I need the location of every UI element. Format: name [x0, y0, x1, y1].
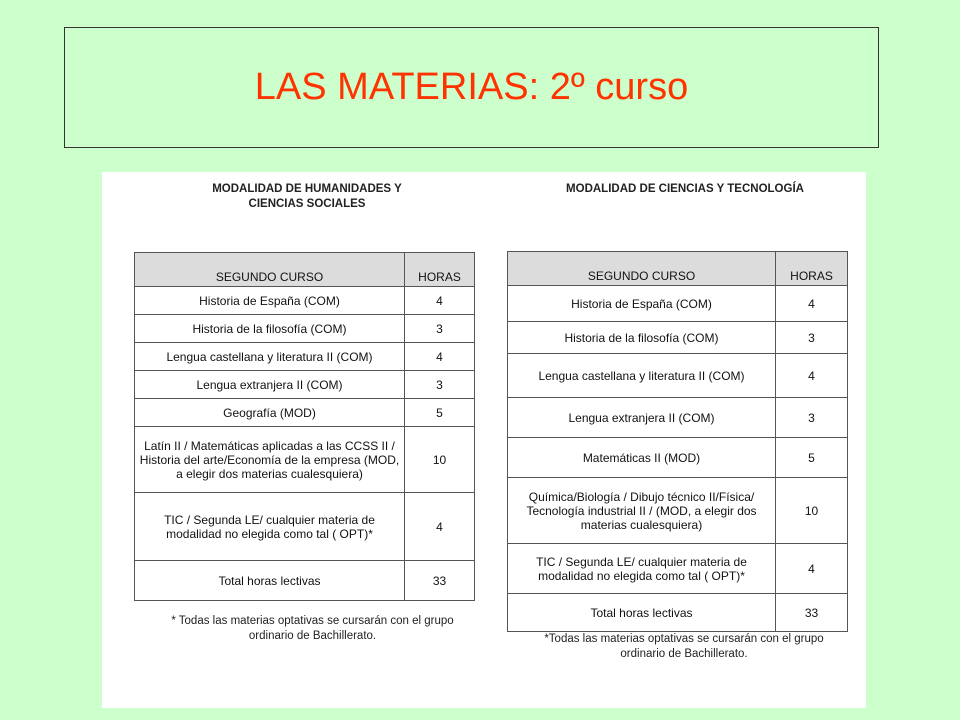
hours-cell: 3 [776, 322, 848, 354]
table-header-row [135, 253, 475, 287]
title-box [64, 27, 879, 148]
hours-cell: 4 [405, 493, 475, 561]
column-header-hours: HORAS [405, 253, 475, 287]
left-heading-line2: CIENCIAS SOCIALES [248, 198, 366, 210]
right-footnote-line2: ordinario de Bachillerato. [620, 648, 748, 660]
subject-cell: Lengua castellana y literatura II (COM) [135, 343, 405, 371]
hours-cell: 3 [776, 398, 848, 438]
right-heading-line1: MODALIDAD DE CIENCIAS Y TECNOLOGÍA [566, 183, 804, 195]
subject-cell: Lengua castellana y literatura II (COM) [508, 354, 776, 398]
subject-cell: Historia de España (COM) [508, 286, 776, 322]
subject-cell: Química/Biología / Dibujo técnico II/Física/ Tecnología industrial II / (MOD, a elegir dos materias cualesquiera) [508, 478, 776, 544]
slide-title: LAS MATERIAS: 2º curso [254, 66, 689, 108]
hours-cell: 10 [776, 478, 848, 544]
table-row [508, 478, 848, 544]
left-heading-line1: MODALIDAD DE HUMANIDADES Y [212, 183, 402, 195]
table-row [508, 354, 848, 398]
table-row [135, 287, 475, 315]
table-row [508, 286, 848, 322]
column-header-subject: SEGUNDO CURSO [508, 252, 776, 286]
right-subjects-table [507, 251, 848, 632]
hours-cell: 3 [405, 315, 475, 343]
subject-cell: Historia de España (COM) [135, 287, 405, 315]
right-footnote [502, 632, 866, 662]
total-hours-cell: 33 [405, 561, 475, 601]
table-row [508, 438, 848, 478]
table-row [135, 343, 475, 371]
table-row [135, 493, 475, 561]
column-header-hours: HORAS [776, 252, 848, 286]
right-footnote-line1: *Todas las materias optativas se cursarán con el grupo [544, 633, 824, 645]
hours-cell: 3 [405, 371, 475, 399]
table-total-row [508, 594, 848, 632]
table-row [135, 371, 475, 399]
left-footnote [130, 614, 495, 644]
document-image [102, 172, 866, 708]
subject-cell: Historia de la filosofía (COM) [508, 322, 776, 354]
table-header-row [508, 252, 848, 286]
total-label-cell: Total horas lectivas [508, 594, 776, 632]
left-subjects-table [134, 252, 475, 601]
left-heading [172, 182, 442, 212]
subject-cell: TIC / Segunda LE/ cualquier materia de modalidad no elegida como tal ( OPT)* [508, 544, 776, 594]
total-hours-cell: 33 [776, 594, 848, 632]
left-footnote-line2: ordinario de Bachillerato. [248, 630, 377, 642]
subject-cell: Geografía (MOD) [135, 399, 405, 427]
left-footnote-line1: * Todas las materias optativas se cursarán con el grupo [171, 615, 454, 627]
column-header-subject: SEGUNDO CURSO [135, 253, 405, 287]
table-row [135, 315, 475, 343]
table-row [508, 322, 848, 354]
subject-cell: TIC / Segunda LE/ cualquier materia de modalidad no elegida como tal ( OPT)* [135, 493, 405, 561]
hours-cell: 4 [405, 287, 475, 315]
subject-cell: Lengua extranjera II (COM) [508, 398, 776, 438]
subject-cell: Latín II / Matemáticas aplicadas a las CCSS II / Historia del arte/Economía de la empresa (MOD, a elegir dos materias cualesquiera) [135, 427, 405, 493]
hours-cell: 10 [405, 427, 475, 493]
hours-cell: 4 [776, 286, 848, 322]
subject-cell: Historia de la filosofía (COM) [135, 315, 405, 343]
hours-cell: 4 [776, 544, 848, 594]
total-label-cell: Total horas lectivas [135, 561, 405, 601]
right-heading [520, 182, 850, 197]
subject-cell: Matemáticas II (MOD) [508, 438, 776, 478]
table-row [135, 399, 475, 427]
hours-cell: 4 [776, 354, 848, 398]
subject-cell: Lengua extranjera II (COM) [135, 371, 405, 399]
table-total-row [135, 561, 475, 601]
hours-cell: 4 [405, 343, 475, 371]
table-row [508, 398, 848, 438]
table-row [508, 544, 848, 594]
hours-cell: 5 [776, 438, 848, 478]
table-row [135, 427, 475, 493]
hours-cell: 5 [405, 399, 475, 427]
